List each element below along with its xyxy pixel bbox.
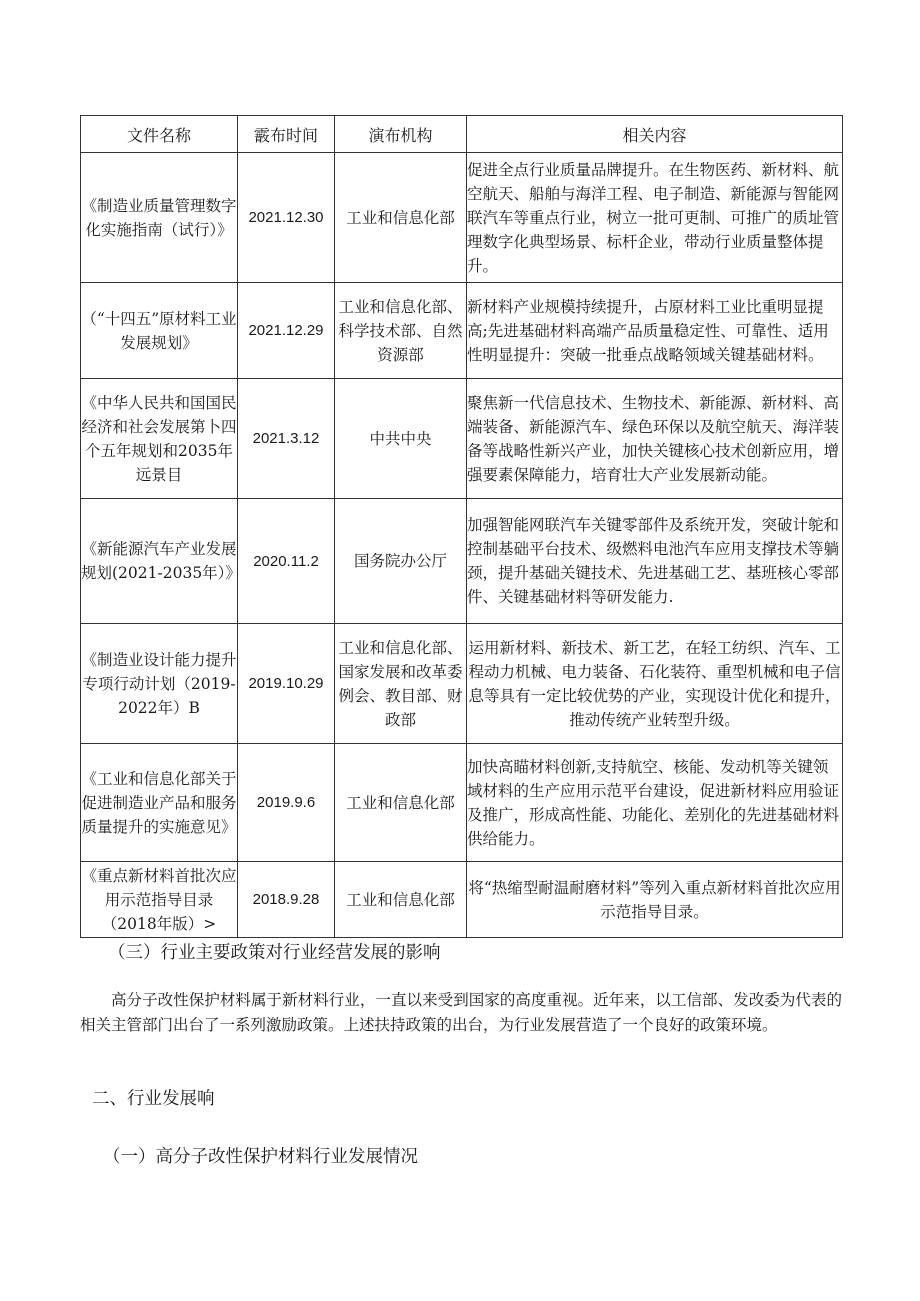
table-row <box>81 153 843 283</box>
document-name-cell: 《新能源汽车产业发展规划(2021-2035年）》 <box>81 499 238 624</box>
issuing-agency-cell: 工业和信息化部 <box>335 862 467 938</box>
related-content-cell: 加强智能网联汽车关键零部件及系统开发，突破计鸵和控制基础平台技术、级燃料电池汽车应用支撑技术等躺颈，提升基础关键技术、先进基础工艺、基班核心零部件、关键基础材料等研发能力. <box>467 499 843 624</box>
table-row <box>81 379 843 499</box>
policy-table <box>80 115 843 938</box>
header-document-name: 文件名称 <box>81 116 238 153</box>
document-name-cell: 《工业和信息化部关于促进制造业产品和服务质量提升的实施意见》 <box>81 744 238 862</box>
table-row <box>81 624 843 744</box>
document-name-cell: 《制造业质量管理数字化实施指南（试行）》 <box>81 153 238 283</box>
issuing-agency-cell: 工业和信息化部 <box>335 153 467 283</box>
chapter-heading: 二、行业发展响 <box>92 1089 215 1109</box>
release-date-cell: 2020.11.2 <box>238 499 335 624</box>
related-content-cell: 将“热缩型耐温耐磨材料”等列入重点新材料首批次应用示范指导目录。 <box>467 862 843 938</box>
related-content-cell: 加快高瞄材料创新,支持航空、核能、发动机等关键领域材料的生产应用示范平台建设，促进新材料应用验证及推广，形成高性能、功能化、差别化的先进基础材料供给能力。 <box>467 744 843 862</box>
document-name-cell: （“十四五”原材料工业发展规划》 <box>81 283 238 379</box>
release-date-cell: 2018.9.28 <box>238 862 335 938</box>
release-date-cell: 2021.3.12 <box>238 379 335 499</box>
related-content-cell: 运用新材料、新技术、新工艺，在轻工纺织、汽车、工程动力机械、电力装备、石化装符、重型机械和电子信息等具有一定比较优势的产业，实现设计优化和提升，推动传统产业转型升级。 <box>467 624 843 744</box>
issuing-agency-cell: 中共中央 <box>335 379 467 499</box>
issuing-agency-cell: 工业和信息化部 <box>335 744 467 862</box>
release-date-cell: 2021.12.29 <box>238 283 335 379</box>
release-date-cell: 2019.9.6 <box>238 744 335 862</box>
document-name-cell: 《中华人民共和国国民经济和社会发展第卜四个五年规划和2035年远景目 <box>81 379 238 499</box>
subsection-heading: （一）高分子改性保护材料行业发展情况 <box>103 1147 418 1167</box>
issuing-agency-cell: 国务院办公厅 <box>335 499 467 624</box>
issuing-agency-cell: 工业和信息化部、科学技术部、自然资源部 <box>335 283 467 379</box>
table-row <box>81 499 843 624</box>
section-heading: （三）行业主要政策对行业经营发展的影响 <box>108 943 441 963</box>
issuing-agency-cell: 工业和信息化部、国家发展和改革委例会、教目部、财政部 <box>335 624 467 744</box>
related-content-cell: 促进全点行业质量品牌提升。在生物医药、新材料、航空航天、船舶与海洋工程、电子制造、新能源与智能网联汽车等重点行业，树立一批可更制、可推广的质址管理数字化典型场景、标杆企业，带动行业质量整体提升。 <box>467 153 843 283</box>
related-content-cell: 聚焦新一代信息技术、生物技术、新能源、新材料、高端装备、新能源汽车、绿色环保以及航空航天、海洋装备等战略性新兴产业，加快关键核心技术创新应用，增强要素保障能力，培育壮大产业发展新动能。 <box>467 379 843 499</box>
body-paragraph: 高分子改性保护材料属于新材料行业，一直以来受到国家的高度重视。近年来，以工信部、发改委为代表的相关主管部门出台了一系列激励政策。上述扶持政策的出台，为行业发展营造了一个良好的政策环境。 <box>80 991 842 1034</box>
header-issuing-agency: 演布机构 <box>335 116 467 153</box>
related-content-cell: 新材料产业规模持续提升，占原材料工业比重明显提高;先进基础材料高端产品质量稳定性、可靠性、适用性明显提升：突破一批垂点战略领域关键基础材料。 <box>467 283 843 379</box>
document-name-cell: 《重点新材料首批次应用示范指导目录（2018年版）> <box>81 862 238 938</box>
table-row <box>81 862 843 938</box>
table-row <box>81 283 843 379</box>
header-related-content: 相关内容 <box>467 116 843 153</box>
table-row <box>81 744 843 862</box>
release-date-cell: 2021.12.30 <box>238 153 335 283</box>
document-name-cell: 《制造业设计能力提升专项行动计划（2019-2022年）B <box>81 624 238 744</box>
release-date-cell: 2019.10.29 <box>238 624 335 744</box>
header-release-date: 霰布时间 <box>238 116 335 153</box>
table-header-row <box>81 116 843 153</box>
